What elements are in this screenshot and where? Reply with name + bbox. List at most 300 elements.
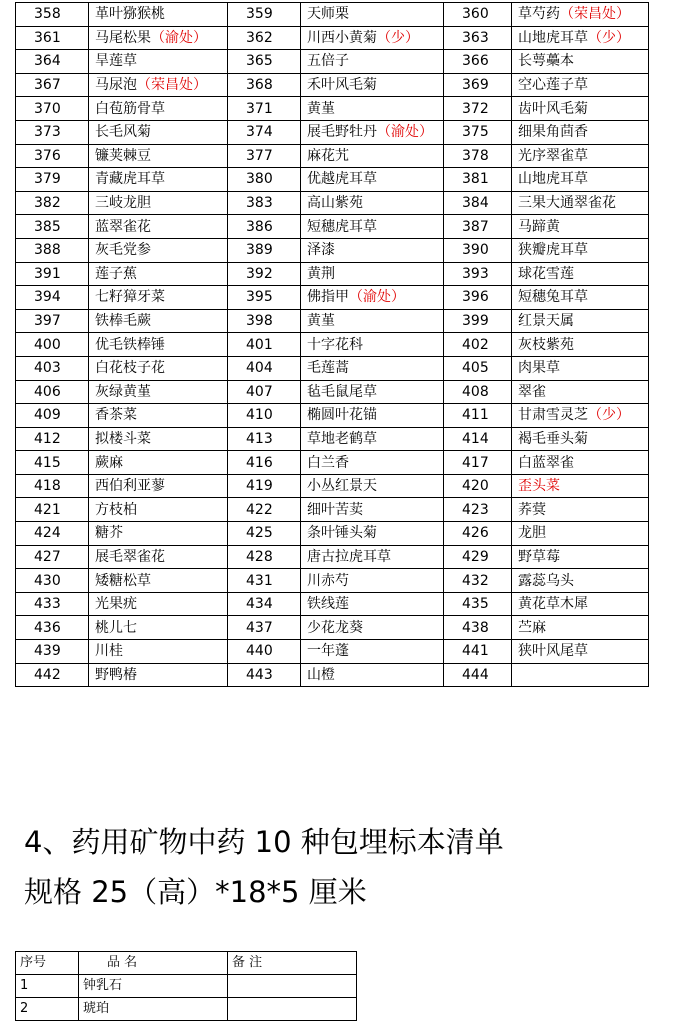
item-number: 383: [228, 191, 301, 215]
item-note: （渝处）: [151, 29, 207, 46]
item-number: 408: [444, 380, 512, 404]
item-name: 椭圆叶花锚: [307, 407, 377, 424]
item-name: 十字花科: [307, 336, 363, 353]
item-name-cell: [512, 333, 649, 357]
row-name: 钟乳石: [79, 975, 228, 998]
specimen-list-table: [15, 2, 649, 687]
table-row: [16, 215, 649, 239]
item-name: 马尾松果: [95, 29, 151, 46]
table-row: [16, 998, 357, 1021]
item-number: 389: [228, 238, 301, 262]
item-number: 428: [228, 545, 301, 569]
item-number: 368: [228, 73, 301, 97]
item-name: 展毛野牡丹: [307, 124, 377, 141]
item-name: 狭叶风尾草: [518, 643, 588, 660]
item-name: 红景天属: [518, 313, 574, 330]
item-name-cell: [301, 545, 444, 569]
table-row: [16, 663, 649, 687]
item-name: 苎麻: [518, 619, 546, 636]
item-number: 415: [16, 451, 89, 475]
section-heading: 4、药用矿物中药 10 种包埋标本清单: [24, 825, 504, 859]
item-name: 优越虎耳草: [307, 171, 377, 188]
item-name-cell: [512, 144, 649, 168]
row-seq: 2: [16, 998, 79, 1021]
table-row: [16, 3, 649, 27]
item-name-cell: [89, 592, 228, 616]
item-number: 405: [444, 356, 512, 380]
item-name-cell: [301, 663, 444, 687]
item-number: 431: [228, 569, 301, 593]
item-number: 439: [16, 640, 89, 664]
item-name: 灰绿黄堇: [95, 383, 151, 400]
item-number: 395: [228, 286, 301, 310]
item-name: 糖芥: [95, 525, 123, 542]
item-name: 禾叶风毛菊: [307, 77, 377, 94]
item-number: 382: [16, 191, 89, 215]
item-name-cell: [512, 640, 649, 664]
table-row: [16, 191, 649, 215]
item-number: 403: [16, 356, 89, 380]
table-row: [16, 73, 649, 97]
item-number: 425: [228, 522, 301, 546]
item-name-cell: [89, 545, 228, 569]
item-number: 422: [228, 498, 301, 522]
item-name: 马蹄黄: [518, 218, 560, 235]
item-name: 莲子蕉: [95, 265, 137, 282]
item-number: 423: [444, 498, 512, 522]
item-name-cell: [89, 26, 228, 50]
item-name: 灰毛党参: [95, 242, 151, 259]
item-name-cell: [512, 404, 649, 428]
item-name: 长萼蘽本: [518, 53, 574, 70]
item-name: 少花龙葵: [307, 619, 363, 636]
item-name-cell: [89, 120, 228, 144]
item-name-cell: [301, 427, 444, 451]
item-note: （少）: [588, 407, 630, 424]
item-name-cell: [512, 569, 649, 593]
item-name-cell: [301, 474, 444, 498]
item-name-cell: [301, 592, 444, 616]
item-number: 400: [16, 333, 89, 357]
item-name-cell: [89, 356, 228, 380]
item-name: 球花雪莲: [518, 265, 574, 282]
item-number: 420: [444, 474, 512, 498]
item-note: （少）: [588, 29, 630, 46]
item-name-cell: [512, 215, 649, 239]
item-name-cell: [89, 663, 228, 687]
item-name-cell: [301, 168, 444, 192]
item-name-cell: [301, 522, 444, 546]
item-number: 363: [444, 26, 512, 50]
item-number: 360: [444, 3, 512, 27]
item-name-cell: [89, 144, 228, 168]
item-number: 388: [16, 238, 89, 262]
item-number: 393: [444, 262, 512, 286]
item-name: 翠雀: [518, 383, 546, 400]
item-name: 灰枝紫苑: [518, 336, 574, 353]
item-name-cell: [512, 427, 649, 451]
item-number: 412: [16, 427, 89, 451]
item-note: （荣昌处）: [560, 6, 630, 23]
item-number: 411: [444, 404, 512, 428]
item-number: 372: [444, 97, 512, 121]
item-number: 437: [228, 616, 301, 640]
item-name-cell: [301, 498, 444, 522]
item-name-cell: [301, 120, 444, 144]
item-number: 397: [16, 309, 89, 333]
item-name: 拟楼斗菜: [95, 430, 151, 447]
table-row: [16, 262, 649, 286]
item-name-cell: [89, 498, 228, 522]
item-name: 白兰香: [307, 454, 349, 471]
item-number: 440: [228, 640, 301, 664]
item-name: 短穗兔耳草: [518, 289, 588, 306]
table-row: [16, 97, 649, 121]
item-name-cell: [512, 592, 649, 616]
item-name-cell: [89, 309, 228, 333]
item-name: 荞蓂: [518, 501, 546, 518]
item-number: 417: [444, 451, 512, 475]
item-number: 373: [16, 120, 89, 144]
item-number: 396: [444, 286, 512, 310]
item-name: 露蕊乌头: [518, 572, 574, 589]
item-name: 川桂: [95, 643, 123, 660]
table-row: [16, 498, 649, 522]
item-number: 384: [444, 191, 512, 215]
item-name: 细叶苦荬: [307, 501, 363, 518]
item-name-cell: [512, 663, 649, 687]
item-note: （荣昌处）: [137, 77, 207, 94]
item-number: 378: [444, 144, 512, 168]
item-name-cell: [512, 168, 649, 192]
item-name-cell: [89, 97, 228, 121]
item-number: 432: [444, 569, 512, 593]
item-name-cell: [512, 3, 649, 27]
item-number: 401: [228, 333, 301, 357]
item-name-cell: [89, 3, 228, 27]
item-name: 唐古拉虎耳草: [307, 548, 391, 565]
item-name-cell: [512, 616, 649, 640]
item-name: 短穗虎耳草: [307, 218, 377, 235]
item-name: 龙胆: [518, 525, 546, 542]
table-header-row: [16, 952, 357, 975]
item-number: 366: [444, 50, 512, 74]
item-name-cell: [89, 474, 228, 498]
item-number: 421: [16, 498, 89, 522]
item-number: 362: [228, 26, 301, 50]
item-name-cell: [512, 191, 649, 215]
header-name: 品 名: [79, 952, 228, 975]
item-number: 442: [16, 663, 89, 687]
item-name: 革叶猕猴桃: [95, 6, 165, 23]
item-name-cell: [301, 73, 444, 97]
item-name: 小丛红景天: [307, 478, 377, 495]
item-number: 380: [228, 168, 301, 192]
item-name-cell: [89, 451, 228, 475]
item-name: 方枝柏: [95, 501, 137, 518]
table-row: [16, 474, 649, 498]
table-row: [16, 168, 649, 192]
item-name-cell: [512, 120, 649, 144]
item-number: 410: [228, 404, 301, 428]
table-row: [16, 616, 649, 640]
table-row: [16, 286, 649, 310]
item-name-cell: [301, 97, 444, 121]
table-row: [16, 975, 357, 998]
table-row: [16, 545, 649, 569]
item-name: 马尿泡: [95, 77, 137, 94]
item-note: 歪头菜: [518, 478, 560, 495]
item-name-cell: [512, 522, 649, 546]
table-row: [16, 404, 649, 428]
item-name: 高山紫苑: [307, 195, 363, 212]
item-name: 七籽獐牙菜: [95, 289, 165, 306]
item-number: 406: [16, 380, 89, 404]
item-name-cell: [301, 26, 444, 50]
item-number: 404: [228, 356, 301, 380]
item-name: 条叶锤头菊: [307, 525, 377, 542]
table-row: [16, 640, 649, 664]
item-name-cell: [301, 616, 444, 640]
item-number: 414: [444, 427, 512, 451]
item-name-cell: [301, 3, 444, 27]
item-name: 黄荆: [307, 265, 335, 282]
section-spec-line: 规格 25（高）*18*5 厘米: [24, 875, 367, 909]
item-number: 435: [444, 592, 512, 616]
item-number: 419: [228, 474, 301, 498]
item-number: 374: [228, 120, 301, 144]
table-row: [16, 120, 649, 144]
item-name: 佛指甲: [307, 289, 349, 306]
item-name: 肉果草: [518, 360, 560, 377]
item-number: 443: [228, 663, 301, 687]
table-row: [16, 26, 649, 50]
item-name-cell: [89, 640, 228, 664]
item-name-cell: [89, 333, 228, 357]
item-name: 山橙: [307, 666, 335, 683]
item-name-cell: [301, 191, 444, 215]
item-name-cell: [512, 262, 649, 286]
item-number: 390: [444, 238, 512, 262]
item-name-cell: [512, 474, 649, 498]
item-name: 狭瓣虎耳草: [518, 242, 588, 259]
item-number: 398: [228, 309, 301, 333]
item-name: 天师栗: [307, 6, 349, 23]
specimen-list-body: [16, 3, 649, 687]
item-name: 麻花艽: [307, 147, 349, 164]
item-number: 434: [228, 592, 301, 616]
item-name-cell: [512, 498, 649, 522]
item-name: 展毛翠雀花: [95, 548, 165, 565]
item-name: 泽漆: [307, 242, 335, 259]
item-number: 359: [228, 3, 301, 27]
item-note: （渝处）: [349, 289, 405, 306]
row-seq: 1: [16, 975, 79, 998]
item-name: 黄堇: [307, 313, 335, 330]
item-name-cell: [301, 356, 444, 380]
item-name-cell: [89, 569, 228, 593]
item-number: 441: [444, 640, 512, 664]
item-name: 甘肃雪灵芝: [518, 407, 588, 424]
item-name-cell: [512, 309, 649, 333]
item-name: 川赤芍: [307, 572, 349, 589]
item-name-cell: [301, 50, 444, 74]
item-number: 402: [444, 333, 512, 357]
item-name-cell: [89, 286, 228, 310]
item-number: 394: [16, 286, 89, 310]
item-name-cell: [512, 286, 649, 310]
item-number: 377: [228, 144, 301, 168]
table-row: [16, 238, 649, 262]
table-row: [16, 427, 649, 451]
table-row: [16, 522, 649, 546]
item-name: 空心莲子草: [518, 77, 588, 94]
item-number: 407: [228, 380, 301, 404]
item-name: 长毛风菊: [95, 124, 151, 141]
header-seq: 序号: [16, 952, 79, 975]
item-number: 413: [228, 427, 301, 451]
item-name: 野鸭椿: [95, 666, 137, 683]
item-name: 白苞筋骨草: [95, 100, 165, 117]
item-name: 草地老鹤草: [307, 430, 377, 447]
item-name-cell: [301, 309, 444, 333]
item-name-cell: [89, 73, 228, 97]
item-name-cell: [89, 427, 228, 451]
item-number: 433: [16, 592, 89, 616]
item-number: 392: [228, 262, 301, 286]
item-name-cell: [301, 238, 444, 262]
item-name: 西伯利亚蓼: [95, 478, 165, 495]
row-remark: [228, 998, 357, 1021]
item-name: 蓝翠雀花: [95, 218, 151, 235]
item-name: 野草莓: [518, 548, 560, 565]
item-number: 358: [16, 3, 89, 27]
item-name-cell: [512, 73, 649, 97]
table-row: [16, 144, 649, 168]
item-name-cell: [89, 215, 228, 239]
item-name: 山地虎耳草: [518, 171, 588, 188]
item-number: 416: [228, 451, 301, 475]
item-name-cell: [301, 286, 444, 310]
item-name: 毡毛鼠尾草: [307, 383, 377, 400]
table-row: [16, 309, 649, 333]
item-name: 白蓝翠雀: [518, 454, 574, 471]
item-name-cell: [512, 451, 649, 475]
item-name-cell: [89, 380, 228, 404]
item-name-cell: [512, 238, 649, 262]
item-number: 367: [16, 73, 89, 97]
item-name-cell: [89, 616, 228, 640]
item-name: 毛莲蒿: [307, 360, 349, 377]
item-name: 齿叶风毛菊: [518, 100, 588, 117]
item-name-cell: [89, 168, 228, 192]
item-note: （渝处）: [377, 124, 433, 141]
item-name: 青藏虎耳草: [95, 171, 165, 188]
item-name-cell: [301, 262, 444, 286]
item-name-cell: [301, 215, 444, 239]
item-number: 381: [444, 168, 512, 192]
item-number: 370: [16, 97, 89, 121]
item-number: 371: [228, 97, 301, 121]
item-number: 429: [444, 545, 512, 569]
item-number: 426: [444, 522, 512, 546]
item-name: 矮糖松草: [95, 572, 151, 589]
item-name-cell: [512, 50, 649, 74]
item-number: 409: [16, 404, 89, 428]
item-number: 436: [16, 616, 89, 640]
item-name: 褐毛垂头菊: [518, 430, 588, 447]
mineral-specimen-table: [15, 951, 357, 1021]
item-name: 白花枝子花: [95, 360, 165, 377]
row-name: 琥珀: [79, 998, 228, 1021]
table-row: [16, 356, 649, 380]
item-number: 387: [444, 215, 512, 239]
item-name: 五倍子: [307, 53, 349, 70]
item-number: 418: [16, 474, 89, 498]
item-number: 438: [444, 616, 512, 640]
item-note: （少）: [377, 29, 419, 46]
item-name: 川西小黄菊: [307, 29, 377, 46]
item-number: 379: [16, 168, 89, 192]
item-name-cell: [301, 569, 444, 593]
item-number: 424: [16, 522, 89, 546]
item-name: 三果大通翠雀花: [518, 195, 616, 212]
item-number: 391: [16, 262, 89, 286]
item-number: 444: [444, 663, 512, 687]
table-row: [16, 50, 649, 74]
item-name: 铁棒毛蕨: [95, 313, 151, 330]
item-name: 铁线莲: [307, 596, 349, 613]
item-name-cell: [89, 262, 228, 286]
item-name-cell: [89, 50, 228, 74]
item-name-cell: [301, 380, 444, 404]
item-name: 桃儿七: [95, 619, 137, 636]
table-row: [16, 569, 649, 593]
table-row: [16, 380, 649, 404]
item-number: 385: [16, 215, 89, 239]
item-name-cell: [89, 404, 228, 428]
item-number: 427: [16, 545, 89, 569]
item-name-cell: [301, 640, 444, 664]
item-number: 365: [228, 50, 301, 74]
item-name: 三岐龙胆: [95, 195, 151, 212]
item-number: 375: [444, 120, 512, 144]
item-name-cell: [301, 333, 444, 357]
table-row: [16, 451, 649, 475]
header-remark: 备 注: [228, 952, 357, 975]
item-name-cell: [512, 97, 649, 121]
item-name: 山地虎耳草: [518, 29, 588, 46]
item-name-cell: [512, 356, 649, 380]
item-name: 黄花草木犀: [518, 596, 588, 613]
item-number: 376: [16, 144, 89, 168]
item-number: 430: [16, 569, 89, 593]
item-name: 黄堇: [307, 100, 335, 117]
item-name-cell: [89, 238, 228, 262]
item-number: 364: [16, 50, 89, 74]
item-name-cell: [301, 451, 444, 475]
item-name: 细果角茴香: [518, 124, 588, 141]
item-name-cell: [512, 545, 649, 569]
row-remark: [228, 975, 357, 998]
item-number: 369: [444, 73, 512, 97]
item-number: 399: [444, 309, 512, 333]
item-name: 香茶菜: [95, 407, 137, 424]
item-name-cell: [512, 380, 649, 404]
item-name: 草芍药: [518, 6, 560, 23]
item-name-cell: [89, 522, 228, 546]
item-name-cell: [301, 144, 444, 168]
